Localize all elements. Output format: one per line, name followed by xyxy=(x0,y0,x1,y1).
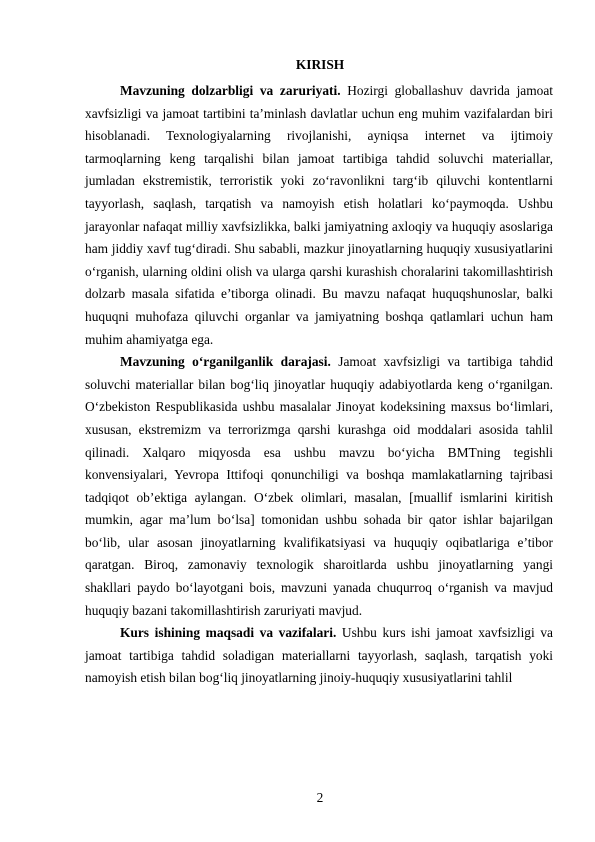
paragraph-heading: Kurs ishining maqsadi va vazifalari. xyxy=(120,625,337,641)
paragraph-text: Ushbu kurs ishi jamoat xavfsizligi va jamoat tartibiga tahdid soladigan materiallarni tayyorlash, saqlash, tarqatish yoki namoyish etish bilan bog‘liq jinoyatlarning jinoiy-huquqiy xususiyatlarini tahlil xyxy=(85,625,553,686)
page-number: 2 xyxy=(316,790,324,805)
paragraph-heading: Mavzuning o‘rganilganlik darajasi. xyxy=(120,354,331,370)
paragraph-heading: Mavzuning dolzarbligi va zaruriyati. xyxy=(120,83,341,98)
paragraph-goals xyxy=(85,622,553,690)
paragraph-text: Hozirgi globallashuv davrida jamoat xavfsizligi va jamoat tartibini ta’minlash davlatlar uchun eng muhim vazifalardan biri hisoblanadi. Texnologiyalarning rivojlanishi, ayniqsa internet va ijtimoiy tarmoqlarning keng tarqalishi bilan jamoat tartibiga tahdid soluvchi materiallar, jumladan ekstremistik, terroristik yoki zo‘ravonlikni targ‘ib qiluvchi kontentlarni tayyorlash, saqlash, tarqatish va namoyish etish holatlari ko‘paymoqda. Ushbu jarayonlar nafaqat milliy xavfsizlikka, balki jamiyatning axloqiy va huquqiy asoslariga ham jiddiy xavf tug‘diradi. Shu sababli, mazkur jinoyatlarning huquqiy xususiyatlarini o‘rganish, ularning oldini olish va ularga qarshi kurashish choralarini takomillashtirish dolzarb masala sifatida e’tiborga olinadi. Bu mavzu nafaqat huquqshunoslar, balki huquqni muhofaza qiluvchi organlar va jamiyatning boshqa qatlamlari uchun ham muhim ahamiyatga ega. xyxy=(85,83,554,347)
paragraph-relevance xyxy=(85,80,553,351)
page-title: KIRISH xyxy=(295,57,345,72)
body-text xyxy=(85,80,553,690)
paragraph-text: Jamoat xavfsizligi va tartibiga tahdid soluvchi materiallar bilan bog‘liq jinoyatlar huquqiy adabiyotlarda keng o‘rganilgan. O‘zbekiston Respublikasida ushbu masalalar Jinoyat kodeksining maxsus bo‘limlari, xususan, ekstremizm va terrorizmga qarshi kurashga oid moddalari asosida tahlil qilinadi. Xalqaro miqyosda esa ushbu mavzu bo‘yicha BMTning tegishli konvensiyalari, Yevropa Ittifoqi qonunchiligi va boshqa mamlakatlarning tajribasi tadqiqot ob’ektiga aylangan. O‘zbek olimlari, masalan, [muallif ismlarini kiritish mumkin, agar ma’lum bo‘lsa] tomonidan ushbu sohada bir qator ishlar bajarilgan bo‘lib, ular asosan jinoyatlarning kvalifikatsiyasi va huquqiy oqibatlariga e’tibor qaratgan. Biroq, zamonaviy texnologik sharoitlarda ushbu jinoyatlarning yangi shakllari paydo bo‘layotgani bois, mavzuni yanada chuqurroq o‘rganish va mavjud huquqiy bazani takomillashtirish zaruriyati mavjud. xyxy=(85,354,553,618)
paragraph-study-level xyxy=(85,351,553,622)
